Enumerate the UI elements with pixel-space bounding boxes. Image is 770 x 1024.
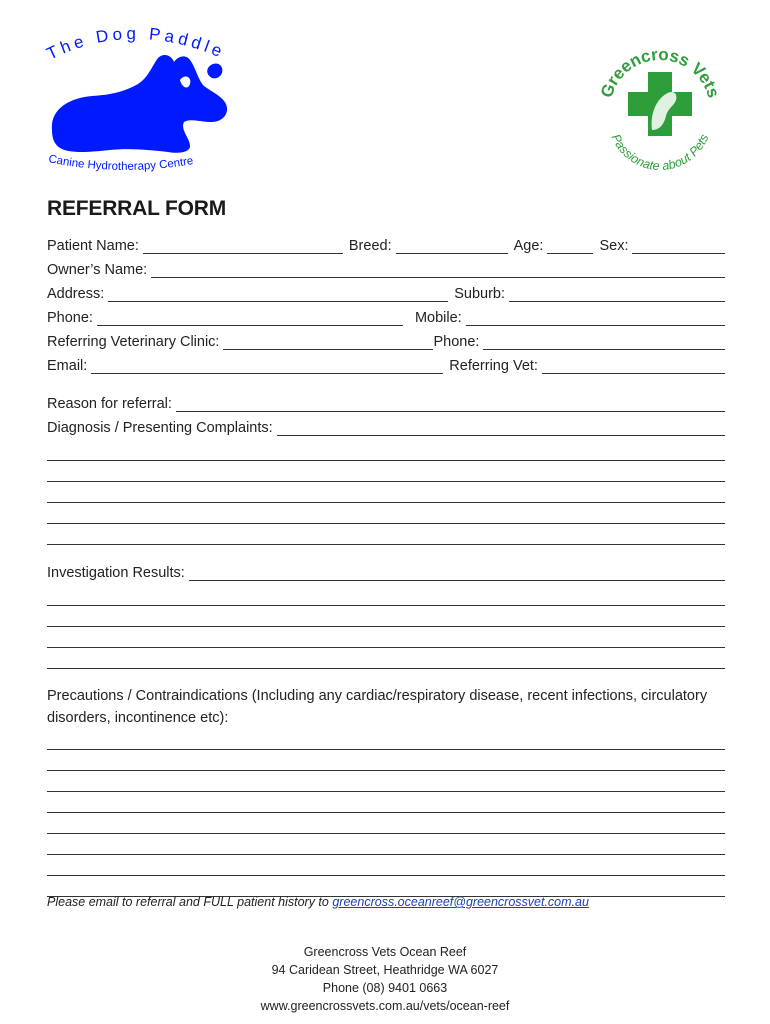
label-precautions: Precautions / Contraindications (Including any cardiac/respiratory disease, recent infections, circulatory disorders, incontinence etc): bbox=[47, 688, 708, 726]
dog-paddle-name: The Dog Paddle bbox=[43, 23, 229, 64]
svg-text:Canine Hydrotherapy Centre bbox=[47, 153, 194, 173]
footer-note bbox=[47, 895, 589, 909]
email-field[interactable] bbox=[91, 357, 443, 374]
row-investigation bbox=[47, 561, 725, 585]
footer-note-text: Please email to referral and FULL patient history to bbox=[47, 895, 329, 909]
suburb-field[interactable] bbox=[509, 285, 725, 302]
precautions-line[interactable] bbox=[47, 855, 725, 876]
label-referring-vet: Referring Vet: bbox=[449, 358, 538, 374]
reason-field[interactable] bbox=[176, 395, 725, 412]
address-line-street: 94 Caridean Street, Heathridge WA 6027 bbox=[271, 963, 499, 977]
label-age: Age: bbox=[513, 238, 544, 254]
precautions-line[interactable] bbox=[47, 792, 725, 813]
address-line-website: www.greencrossvets.com.au/vets/ocean-reef bbox=[260, 999, 510, 1013]
referring-clinic-field[interactable] bbox=[223, 333, 433, 350]
form-title: REFERRAL FORM bbox=[47, 197, 227, 220]
referral-form bbox=[47, 234, 725, 897]
address-line-phone: Phone (08) 9401 0663 bbox=[322, 981, 448, 995]
precautions-line[interactable] bbox=[47, 876, 725, 897]
diagnosis-line[interactable] bbox=[47, 461, 725, 482]
label-reason: Reason for referral: bbox=[47, 396, 172, 412]
precautions-line[interactable] bbox=[47, 813, 725, 834]
row-email bbox=[47, 354, 725, 378]
greencross-tagline: Passionate about Pets bbox=[608, 131, 712, 174]
precautions-line[interactable] bbox=[47, 729, 725, 750]
dog-paddle-logo-graphic bbox=[40, 22, 240, 182]
row-owner bbox=[47, 258, 725, 282]
clinic-phone-field[interactable] bbox=[483, 333, 725, 350]
dog-paddle-logo bbox=[40, 22, 240, 182]
sex-field[interactable] bbox=[632, 237, 725, 254]
label-diagnosis: Diagnosis / Presenting Complaints: bbox=[47, 420, 273, 436]
greencross-logo-graphic bbox=[590, 40, 730, 180]
label-referring-clinic: Referring Veterinary Clinic: bbox=[47, 334, 220, 350]
referral-email-link[interactable]: greencross.oceanreef@greencrossvet.com.au bbox=[332, 895, 589, 909]
clinic-address bbox=[0, 943, 770, 1015]
row-address bbox=[47, 282, 725, 306]
investigation-line[interactable] bbox=[47, 627, 725, 648]
address-field[interactable] bbox=[108, 285, 448, 302]
row-clinic bbox=[47, 330, 725, 354]
investigation-line[interactable] bbox=[47, 585, 725, 606]
owners-name-field[interactable] bbox=[151, 261, 725, 278]
precautions-line[interactable] bbox=[47, 834, 725, 855]
row-diagnosis bbox=[47, 416, 725, 440]
investigation-field[interactable] bbox=[189, 564, 725, 581]
label-patient-name: Patient Name: bbox=[47, 238, 139, 254]
diagnosis-line[interactable] bbox=[47, 440, 725, 461]
diagnosis-field[interactable] bbox=[277, 419, 725, 436]
diagnosis-line[interactable] bbox=[47, 524, 725, 545]
label-investigation: Investigation Results: bbox=[47, 565, 185, 581]
precautions-line[interactable] bbox=[47, 750, 725, 771]
age-field[interactable] bbox=[547, 237, 593, 254]
label-sex: Sex: bbox=[599, 238, 629, 254]
row-patient bbox=[47, 234, 725, 258]
label-owners-name: Owner’s Name: bbox=[47, 262, 148, 278]
svg-text:Passionate about Pets bbox=[609, 132, 712, 173]
label-address: Address: bbox=[47, 286, 105, 302]
label-clinic-phone: Phone: bbox=[433, 334, 480, 350]
address-line-clinic-name: Greencross Vets Ocean Reef bbox=[303, 945, 467, 959]
label-phone: Phone: bbox=[47, 310, 93, 326]
label-suburb: Suburb: bbox=[454, 286, 506, 302]
row-phone bbox=[47, 306, 725, 330]
svg-text:The Dog Paddle bbox=[44, 24, 229, 64]
label-breed: Breed: bbox=[348, 238, 392, 254]
referring-vet-field[interactable] bbox=[542, 357, 725, 374]
greencross-name: Greencross Vets bbox=[596, 44, 724, 101]
dog-paddle-tagline: Canine Hydrotherapy Centre bbox=[47, 153, 195, 173]
greencross-logo bbox=[590, 40, 730, 180]
diagnosis-line[interactable] bbox=[47, 482, 725, 503]
patient-name-field[interactable] bbox=[143, 237, 343, 254]
precautions-line[interactable] bbox=[47, 771, 725, 792]
row-reason bbox=[47, 392, 725, 416]
investigation-line[interactable] bbox=[47, 648, 725, 669]
investigation-line[interactable] bbox=[47, 606, 725, 627]
breed-field[interactable] bbox=[396, 237, 508, 254]
mobile-field[interactable] bbox=[466, 309, 725, 326]
label-mobile: Mobile: bbox=[414, 310, 462, 326]
diagnosis-line[interactable] bbox=[47, 503, 725, 524]
phone-field[interactable] bbox=[97, 309, 403, 326]
label-email: Email: bbox=[47, 358, 88, 374]
